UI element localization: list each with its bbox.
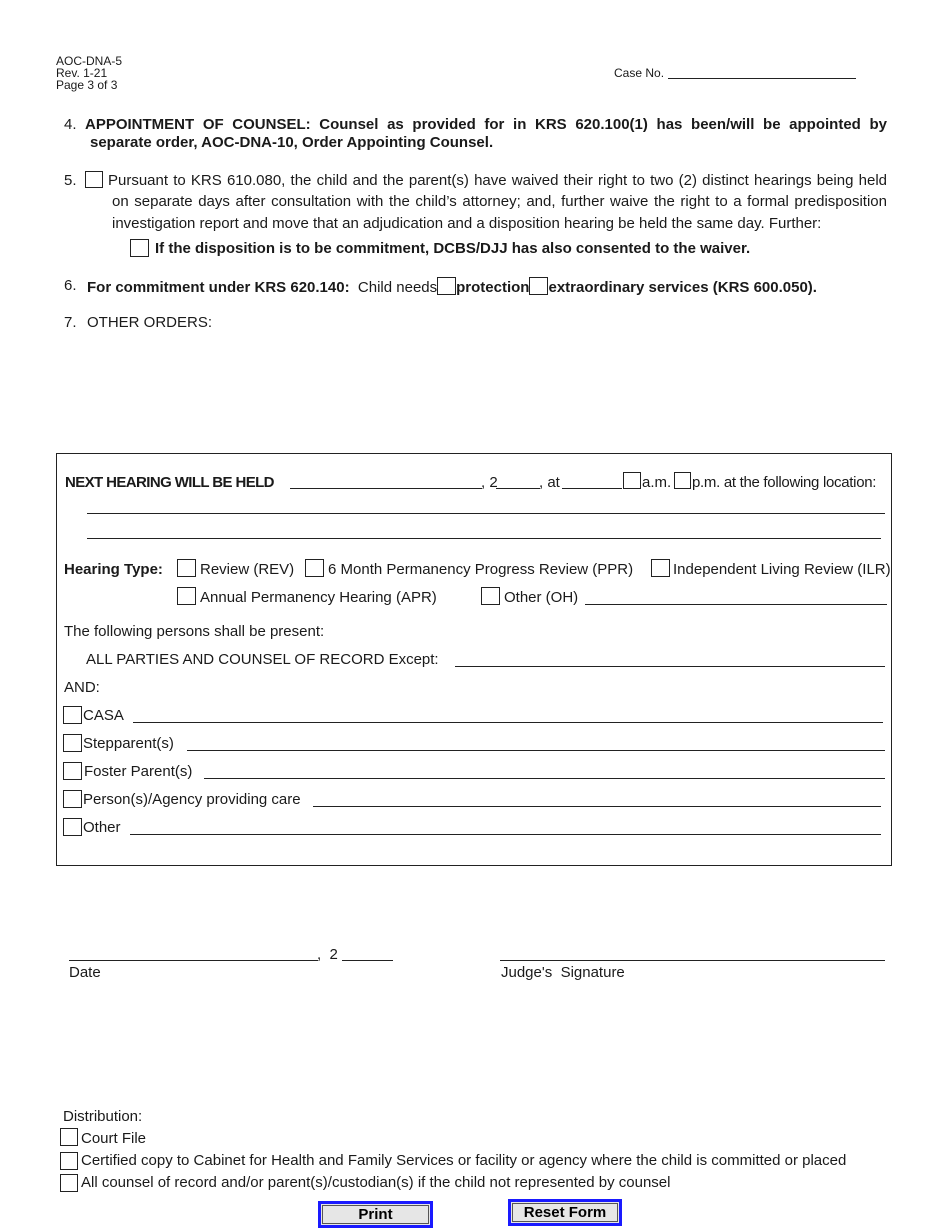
date-year-field[interactable] xyxy=(342,960,393,961)
certified-copy-checkbox[interactable] xyxy=(60,1152,78,1170)
protection-label: protection xyxy=(456,279,530,296)
distribution-label: Distribution: xyxy=(63,1108,143,1125)
form-revision: Rev. 1-21 xyxy=(56,66,108,80)
review-rev-checkbox[interactable] xyxy=(177,559,196,577)
case-no-field[interactable] xyxy=(668,78,856,79)
other-person-label: Other xyxy=(83,819,121,836)
ilr-label: Independent Living Review (ILR) xyxy=(673,561,891,578)
hearing-date-field[interactable] xyxy=(290,488,482,489)
foster-parent-field[interactable] xyxy=(204,778,885,779)
other-oh-field[interactable] xyxy=(585,604,887,605)
stepparent-field[interactable] xyxy=(187,750,885,751)
item6-child-needs: Child needs xyxy=(357,279,438,296)
apr-label: Annual Permanency Hearing (APR) xyxy=(200,589,437,606)
hearing-type-label: Hearing Type: xyxy=(64,561,163,578)
judge-signature-label: Judge's Signature xyxy=(501,964,625,981)
apr-checkbox[interactable] xyxy=(177,587,196,605)
and-label: AND: xyxy=(64,679,100,696)
other-person-field[interactable] xyxy=(130,834,881,835)
location-line-2[interactable] xyxy=(87,538,881,539)
item7-number: 7. xyxy=(64,314,77,331)
casa-label: CASA xyxy=(83,707,124,724)
all-counsel-checkbox[interactable] xyxy=(60,1174,78,1192)
stepparent-checkbox[interactable] xyxy=(63,734,82,752)
print-button[interactable] xyxy=(318,1201,433,1228)
casa-checkbox[interactable] xyxy=(63,706,82,724)
other-person-checkbox[interactable] xyxy=(63,818,82,836)
item5-commitment-checkbox[interactable] xyxy=(130,239,149,257)
date-year-prefix: , 2 xyxy=(317,946,338,963)
other-orders-label: OTHER ORDERS: xyxy=(87,314,213,331)
stepparent-label: Stepparent(s) xyxy=(83,735,174,752)
page-number: Page 3 of 3 xyxy=(56,78,118,92)
date-field[interactable] xyxy=(69,960,318,961)
case-no-label: Case No. xyxy=(614,66,665,80)
item4-text-line2: separate order, AOC-DNA-10, Order Appointing Counsel. xyxy=(90,134,494,151)
next-hearing-label: NEXT HEARING WILL BE HELD xyxy=(65,474,274,491)
agency-checkbox[interactable] xyxy=(63,790,82,808)
extraordinary-services-checkbox[interactable] xyxy=(529,277,548,295)
am-label: a.m. xyxy=(642,474,672,491)
all-counsel-label: All counsel of record and/or parent(s)/custodian(s) if the child not represented by counsel xyxy=(81,1174,671,1191)
am-checkbox[interactable] xyxy=(623,472,641,489)
pm-checkbox[interactable] xyxy=(674,472,691,489)
hearing-at-label: , at xyxy=(539,474,560,491)
print-button-label: Print xyxy=(322,1205,429,1224)
location-line-1[interactable] xyxy=(87,513,885,514)
item5-commitment-text: If the disposition is to be commitment, DCBS/DJJ has also consented to the waiver. xyxy=(155,240,751,257)
foster-parent-checkbox[interactable] xyxy=(63,762,82,780)
all-parties-label: ALL PARTIES AND COUNSEL OF RECORD Except: xyxy=(86,651,439,668)
hearing-year-field[interactable] xyxy=(496,488,540,489)
item5-line2: on separate days after consultation with the child’s attorney; and, further waive the right to a formal predisposition xyxy=(112,193,887,210)
extraordinary-services-label: extraordinary services (KRS 600.050). xyxy=(548,279,817,296)
item5-line3: investigation report and move that an adjudication and a disposition hearing be held the same day. Further: xyxy=(112,215,822,232)
form-id: AOC-DNA-5 xyxy=(56,54,123,68)
item5-waiver-checkbox[interactable] xyxy=(85,171,103,188)
court-file-checkbox[interactable] xyxy=(60,1128,78,1146)
reset-form-button-label: Reset Form xyxy=(512,1203,618,1222)
casa-field[interactable] xyxy=(133,722,883,723)
other-oh-label: Other (OH) xyxy=(504,589,579,606)
item4-text-line1: APPOINTMENT OF COUNSEL: Counsel as provided for in KRS 620.100(1) has been/will be appointed by xyxy=(85,116,887,133)
item6-number: 6. xyxy=(64,277,77,294)
reset-form-button[interactable] xyxy=(508,1199,622,1226)
certified-copy-label: Certified copy to Cabinet for Health and Family Services or facility or agency where the child is committed or placed xyxy=(81,1152,847,1169)
other-oh-checkbox[interactable] xyxy=(481,587,500,605)
ilr-checkbox[interactable] xyxy=(651,559,670,577)
pm-location-label: p.m. at the following location: xyxy=(692,474,877,491)
ppr-checkbox[interactable] xyxy=(305,559,324,577)
foster-parent-label: Foster Parent(s) xyxy=(84,763,193,780)
hearing-time-field[interactable] xyxy=(562,488,622,489)
protection-checkbox[interactable] xyxy=(437,277,456,295)
item4-number: 4. xyxy=(64,116,77,133)
agency-label: Person(s)/Agency providing care xyxy=(83,791,301,808)
persons-present-label: The following persons shall be present: xyxy=(64,623,325,640)
ppr-label: 6 Month Permanency Progress Review (PPR) xyxy=(328,561,634,578)
item5-number: 5. xyxy=(64,172,77,189)
hearing-year-prefix: , 2 xyxy=(481,474,498,491)
all-parties-except-field[interactable] xyxy=(455,666,885,667)
review-rev-label: Review (REV) xyxy=(200,561,295,578)
date-label: Date xyxy=(69,964,101,981)
court-file-label: Court File xyxy=(81,1130,147,1147)
item6-row xyxy=(87,277,817,296)
item6-lead: For commitment under KRS 620.140: xyxy=(87,279,350,296)
judge-signature-field[interactable] xyxy=(500,960,885,961)
agency-field[interactable] xyxy=(313,806,881,807)
item5-line1: Pursuant to KRS 610.080, the child and the parent(s) have waived their right to two (2) distinct hearings being held xyxy=(108,172,887,189)
